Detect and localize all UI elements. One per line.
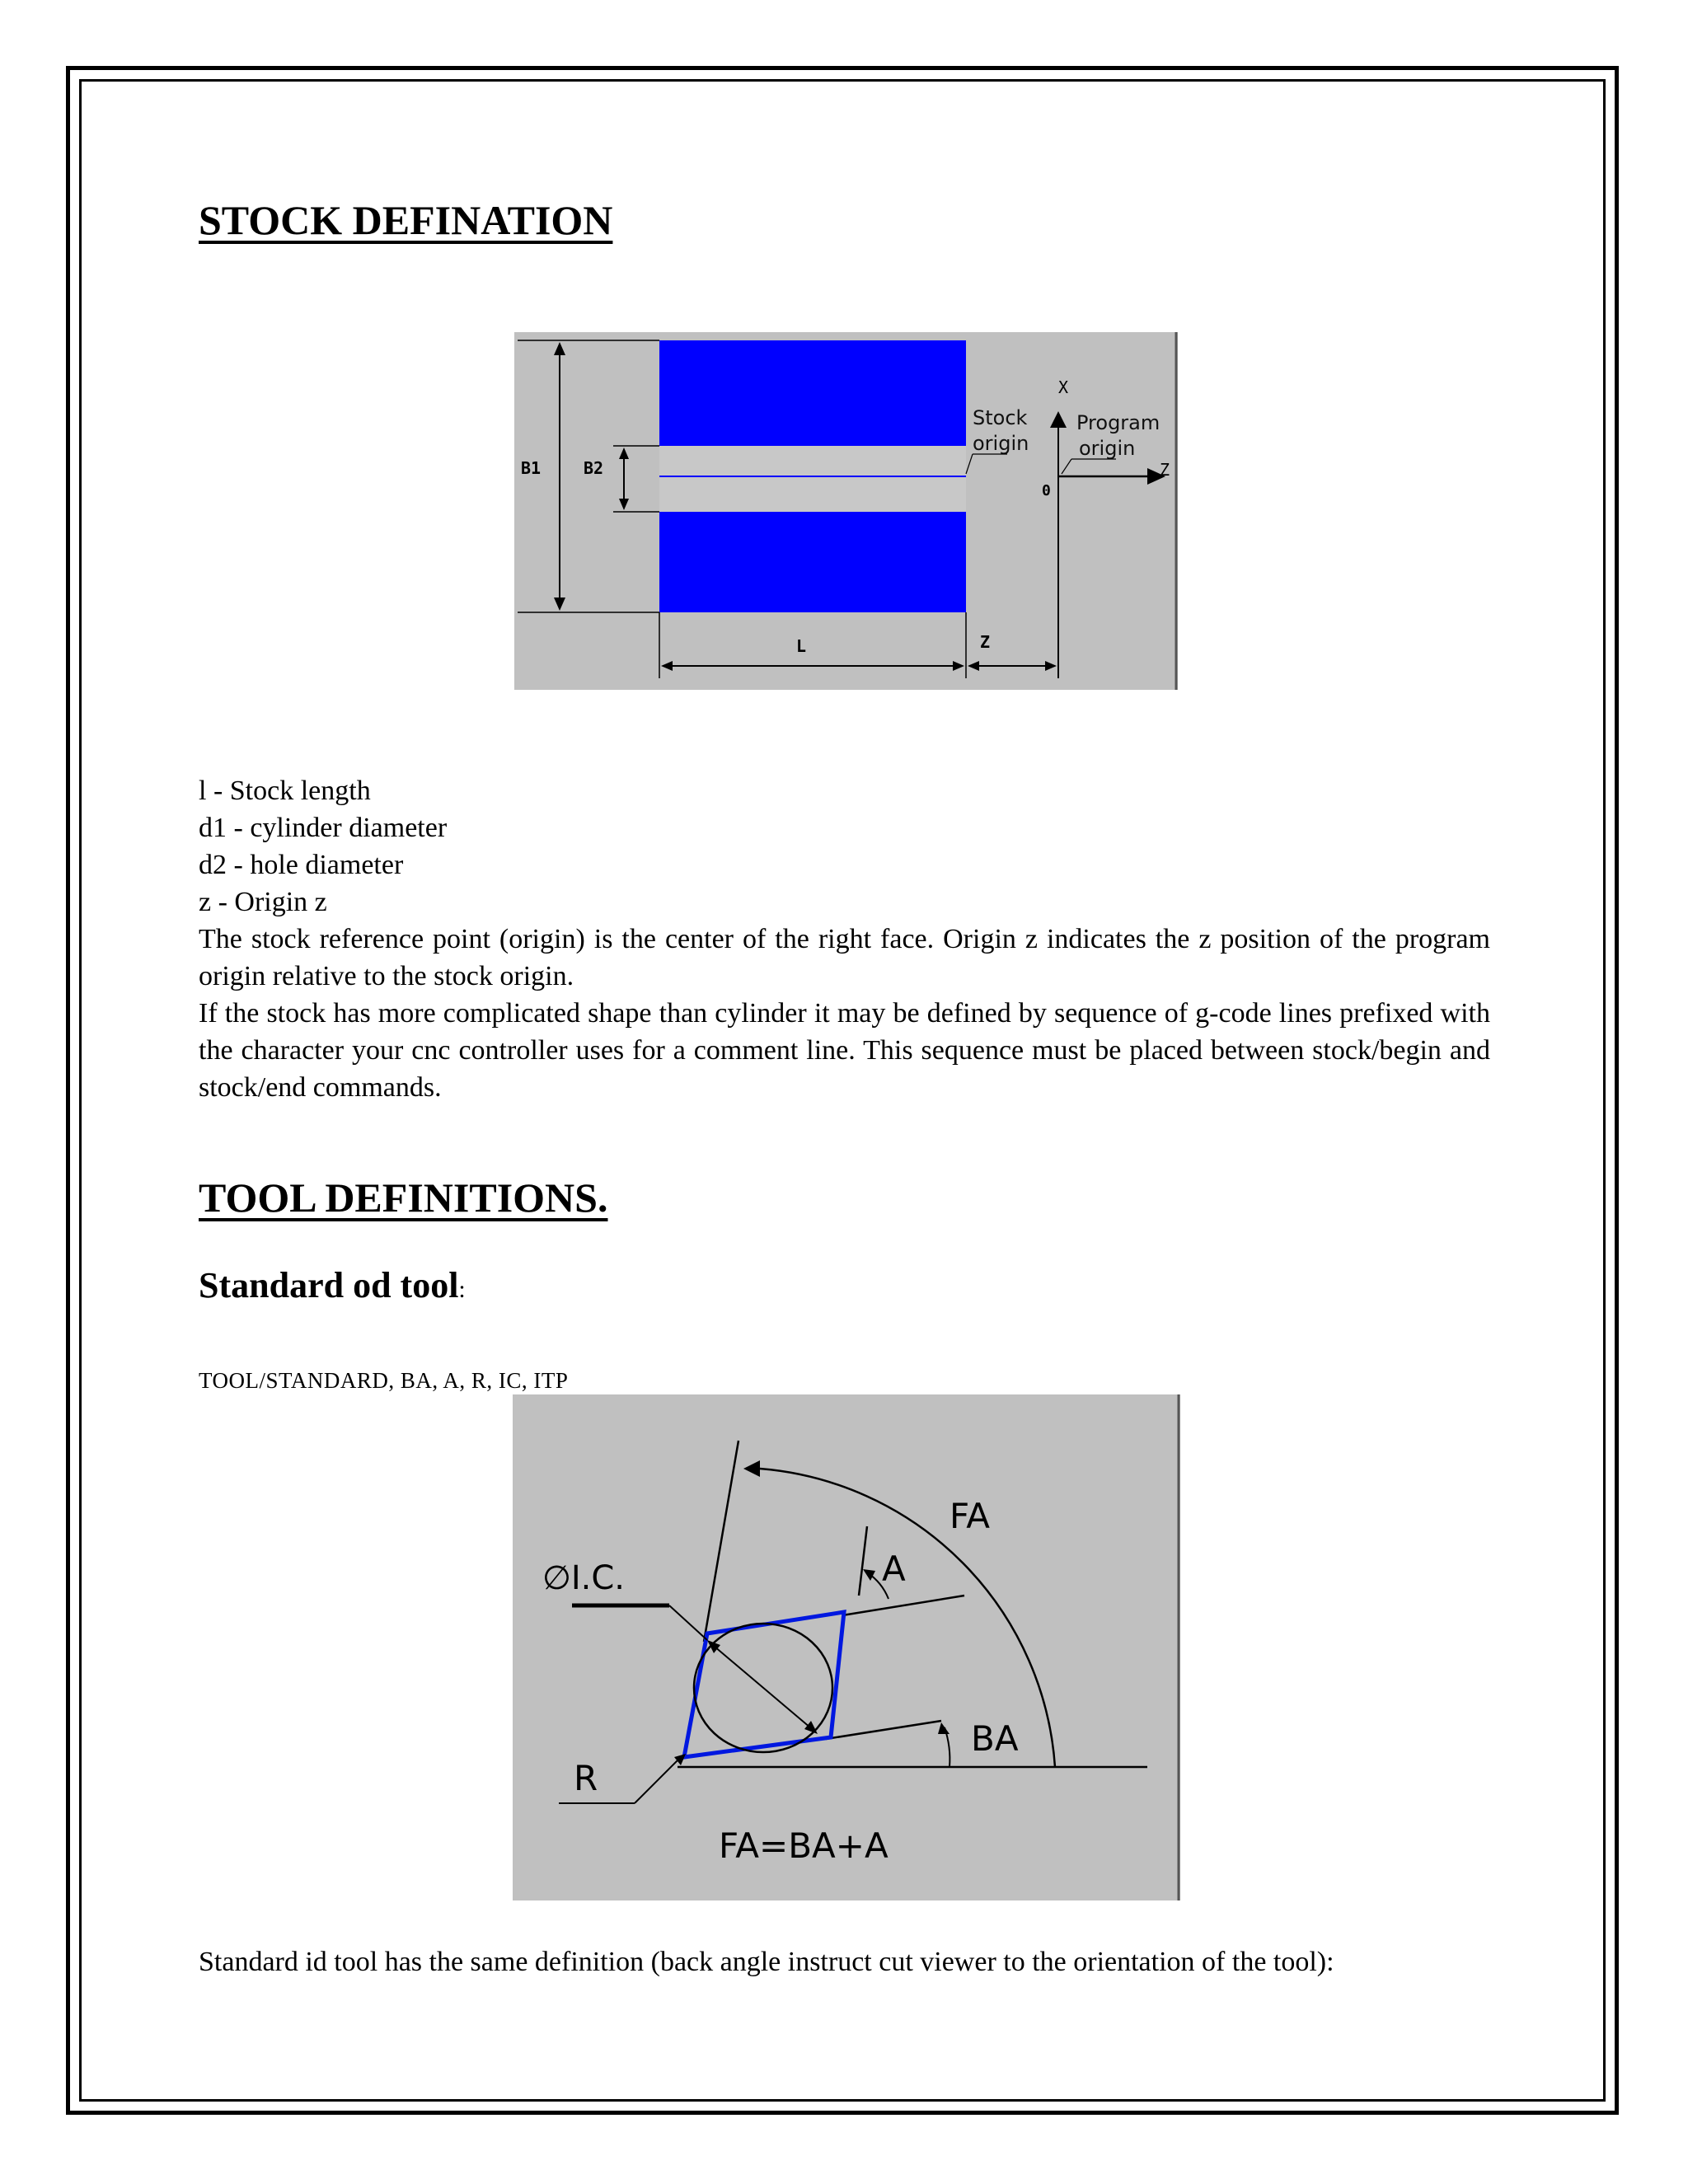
stock-hole [659, 446, 966, 512]
ba-label: BA [971, 1718, 1019, 1759]
stock-definitions-block [199, 772, 1490, 1106]
program-origin-label-line1: Program [1076, 411, 1160, 434]
l-dimension-label: L [796, 636, 807, 656]
definition-item: z - Origin z [199, 887, 327, 917]
stock-definition-figure [514, 332, 1178, 690]
z-axis-label: Z [1160, 460, 1170, 480]
tool-syntax-line: TOOL/STANDARD, BA, A, R, IC, ITP [199, 1368, 569, 1393]
tool-diagram [513, 1394, 1180, 1900]
standard-od-tool-subheading [199, 1264, 466, 1306]
a-label: A [882, 1549, 906, 1589]
fa-label: FA [950, 1496, 991, 1536]
stock-origin-label-line1: Stock [973, 406, 1028, 429]
tool-definitions-heading: TOOL DEFINITIONS. [199, 1174, 608, 1221]
id-tool-note-block [199, 1943, 1490, 1980]
definition-item: d1 - cylinder diameter [199, 813, 448, 843]
z-dimension-label: Z [980, 632, 991, 652]
definition-item: l - Stock length [199, 776, 371, 806]
b1-label: B1 [521, 458, 542, 478]
origin-zero-label: 0 [1042, 482, 1051, 499]
stock-definition-heading: STOCK DEFINATION [199, 197, 613, 243]
formula-label: FA=BA+A [719, 1825, 889, 1866]
x-axis-label: X [1058, 377, 1069, 397]
program-origin-label-line2: origin [1079, 437, 1136, 460]
stock-origin-label-line2: origin [973, 432, 1029, 455]
b2-label: B2 [584, 458, 604, 478]
r-label: R [574, 1758, 598, 1798]
subheading-colon: : [458, 1276, 466, 1303]
complex-stock-paragraph: If the stock has more complicated shape than cylinder it may be defined by sequence of g-code lines prefixed with the character your cnc controller uses for a comment line. This sequence must be placed between stock/begin and stock/end commands. [199, 998, 1490, 1103]
stock-diagram [514, 332, 1178, 690]
stock-origin-paragraph: The stock reference point (origin) is the center of the right face. Origin z indicates the z position of the program origin relative to the stock origin. [199, 924, 1490, 991]
definition-item: d2 - hole diameter [199, 850, 404, 880]
id-tool-note: Standard id tool has the same definition (back angle instruct cut viewer to the orientation of the tool): [199, 1947, 1334, 1977]
tool-insert-outline [684, 1612, 844, 1757]
standard-tool-figure [513, 1394, 1180, 1900]
ic-label: ∅I.C. [542, 1559, 625, 1597]
subheading-text: Standard od tool [199, 1265, 459, 1305]
